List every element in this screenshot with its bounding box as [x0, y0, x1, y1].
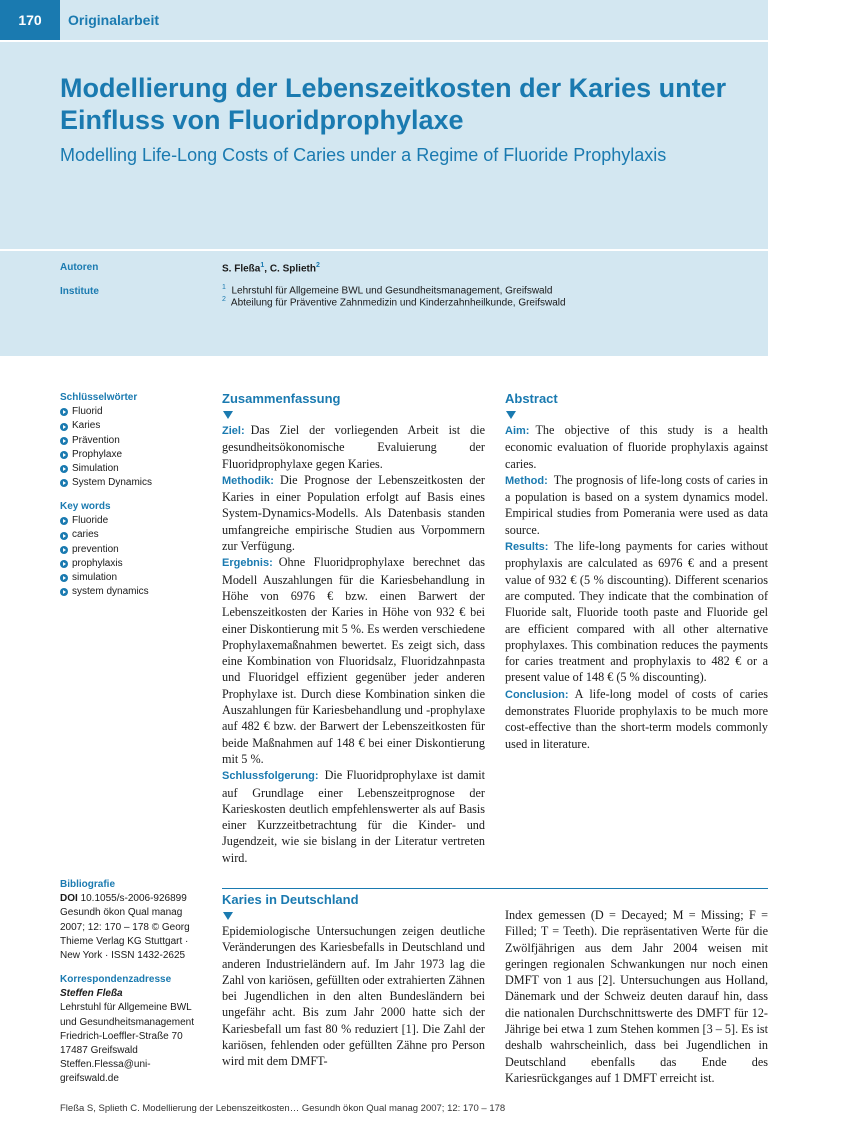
bullet-icon: [60, 451, 68, 459]
karies-column-1: [222, 891, 485, 1070]
institute-1: $^1$ Lehrstuhl für Allgemeine BWL und Gesundheitsmanagement, Greifswald: [222, 284, 553, 297]
author-1-sup: 1: [260, 262, 265, 269]
keyword-item: Simulation: [60, 462, 152, 476]
bullet-icon: [60, 423, 68, 431]
ziel-paragraph: Ziel: Das Ziel der vorliegenden Arbeit ist die gesundheitsökonomische Evaluierung der Fluoridprophylaxe gegen Karies.: [222, 423, 485, 471]
keyword-item: prevention: [60, 543, 149, 557]
author-1: S. Fleßa: [222, 263, 261, 275]
institutes-label: Institute: [60, 286, 99, 297]
abstract: [505, 390, 768, 752]
author-2: C. Splieth: [269, 263, 316, 275]
karies-heading: Karies in Deutschland: [222, 892, 359, 907]
keyword-item: caries: [60, 528, 149, 542]
triangle-marker-icon: [506, 411, 516, 419]
keyword-item: System Dynamics: [60, 476, 152, 490]
keyword-item: Karies: [60, 419, 152, 433]
authors: S. Fleßa$^1$, C. Splieth$^2$: [222, 262, 320, 275]
doi-label: DOI: [60, 893, 78, 905]
karies-column-2: [505, 907, 768, 1086]
korrespondenz: [60, 973, 210, 1087]
address-line: 17487 Greifswald: [60, 1045, 138, 1057]
keyword-item: Prävention: [60, 434, 152, 448]
conclusion-paragraph: Conclusion: A life-long model of costs of caries demonstrates Fluoride prophylaxis to be much more cost-effective than the short-term models commonly used in literature.: [505, 686, 768, 751]
bullet-icon: [60, 574, 68, 582]
keyword-item: Fluoride: [60, 514, 149, 528]
bullet-icon: [60, 479, 68, 487]
korrespondenz-title: Korrespondenzadresse: [60, 974, 172, 985]
ergebnis-paragraph: Ergebnis: Ohne Fluoridprophylaxe berechnet das Modell Auszahlungen für die Kariesbehandlung in Höhe von 6976 € bzw. einen Barwert der Lebenszeitkosten der Karies in Höhe von 932 € bei einer Diskontierung mit 5 %. Es werden verschiedene Prophylaxemaßnahmen bewertet. Es zeigt sich, dass eine Kombination von Fluoridsalz, Fluoridzahnpasta und Fluoridgel effizient gegenüber jeder anderen Prophylaxe ist. Durch diese Kombination sinken die Auszahlungen für Kariesbehandlung und -prophylaxe auf 482 € bzw. der Barwert der Lebenszeitkosten für beide Maßnahmen auf 148 € bei einer Diskontierung mit 5 %.: [222, 555, 485, 766]
bib-line: Thieme Verlag KG Stuttgart ·: [60, 935, 189, 947]
bullet-icon: [60, 437, 68, 445]
keywords-de-title: Schlüsselwörter: [60, 392, 138, 403]
doi-value: 10.1055/s-2006-926899: [80, 893, 187, 905]
karies-paragraph-1: Epidemiologische Untersuchungen zeigen deutliche Veränderungen des Kariesbefalls in Deutschland und anderen Industrieländern auf. Im Jahr 1973 lag die Zahl von kariösen, gefüllten oder extrahierten Zähnen bei Jugendlichen in den alten Bundesländern bei ungefähr acht. Bis zum Jahr 2000 hatte sich der Kariesbefall um fast 80 % reduziert [1]. Die Zahl der kariösen, fehlenden oder gefüllten Zähne pro Person wird mit dem DMFT-: [222, 924, 485, 1069]
page-footer: Fleßa S, Splieth C. Modellierung der Lebenszeitkosten… Gesundh ökon Qual manag 2007; 12: 170 – 178: [60, 1103, 506, 1114]
bullet-icon: [60, 532, 68, 540]
bullet-icon: [60, 546, 68, 554]
keyword-item: simulation: [60, 571, 149, 585]
bib-line: New York · ISSN 1432-2625: [60, 950, 186, 962]
karies-paragraph-2: Index gemessen (D = Decayed; M = Missing; F = Filled; T = Teeth). Die repräsentativen Werte für die Zwölfjährigen aus dem Jahr 2004 weisen mit geringen regionalen Schwankungen nur noch einen DMFT von 1 aus [2]. Untersuchungen aus Holland, Dänemark und der Schweiz deuten darauf hin, dass die nationalen Durchschnittswerte des DMFT für 12-Jährige bei etwa 1 zum Stehen kommen [3 – 5]. Es ist deshalb wahrscheinlich, dass bei Jugendlichen in Deutschland ebenfalls das Ende des Kariesrückganges auf 1 DMFT erreicht ist.: [505, 908, 768, 1085]
keyword-item: system dynamics: [60, 585, 149, 599]
email-line: Steffen.Flessa@uni-: [60, 1059, 151, 1071]
address-line: Friedrich-Loeffler-Straße 70: [60, 1030, 183, 1042]
bib-line: 2007; 12: 170 – 178 © Georg: [60, 921, 190, 933]
authors-label: Autoren: [60, 262, 99, 273]
page-number: 170: [0, 0, 60, 40]
schluss-paragraph: Schlussfolgerung: Die Fluoridprophylaxe ist damit auf Grundlage einer Lebenszeitprognose der Karieskosten deutlich empfehlenswerter als auf Basis einer Kurzzeitbetrachtung für die Kinder- und Jugendzeit, wie sie bislang in der Literatur vertreten wird.: [222, 768, 485, 865]
bib-line: Gesundh ökon Qual manag: [60, 907, 183, 919]
keyword-item: Prophylaxe: [60, 448, 152, 462]
bullet-icon: [60, 588, 68, 596]
email-line: greifswald.de: [60, 1073, 119, 1085]
abstract-heading: Abstract: [505, 391, 558, 406]
bullet-icon: [60, 408, 68, 416]
method-paragraph: Method: The prognosis of life-long costs of caries in a population is based on a system dynamics model. Empirical studies from Pomerania were used as data source.: [505, 472, 768, 537]
section-label: Originalarbeit: [68, 12, 160, 28]
bullet-icon: [60, 517, 68, 525]
institute-2: $^2$ Abteilung für Präventive Zahnmedizin und Kinderzahnheilkunde, Greifswald: [222, 296, 566, 309]
bibliografie-title: Bibliografie: [60, 879, 116, 890]
bullet-icon: [60, 560, 68, 568]
bibliografie: [60, 878, 210, 963]
title-german: Modellierung der Lebenszeitkosten der Karies unter Einfluss von Fluoridprophylaxe: [60, 73, 727, 135]
results-paragraph: Results: The life-long payments for caries without prophylaxis are calculated as 6976 € and a present value of 932 € (5 % discounting). Different scenarios are computed. They indicate that the combination of Fluoride salt, Fluoride tooth paste and Fluoride gel are efficient compared with all other alternative prophylaxes. This combination reduces the payments for caries treatment and prophylaxis to 482 € or a present value of 148 € (5 % discounting).: [505, 539, 768, 685]
keyword-item: prophylaxis: [60, 557, 149, 571]
keywords-en-title: Key words: [60, 501, 111, 512]
keyword-item: Fluorid: [60, 405, 152, 419]
triangle-marker-icon: [223, 411, 233, 419]
zusammenfassung-heading: Zusammenfassung: [222, 391, 341, 406]
title-english: Modelling Life-Long Costs of Caries under a Regime of Fluoride Prophylaxis: [60, 145, 667, 165]
correspondent-name: Steffen Fleßa: [60, 988, 123, 1000]
institute-1-sup: 1: [222, 284, 226, 291]
institute-2-sup: 2: [222, 296, 226, 303]
aim-paragraph: Aim: The objective of this study is a health economic evaluation of fluoride prophylaxis against caries.: [505, 423, 768, 471]
section-divider: [222, 888, 768, 889]
address-line: Lehrstuhl für Allgemeine BWL: [60, 1002, 192, 1014]
address-line: und Gesundheitsmanagement: [60, 1016, 194, 1028]
keywords-de: [60, 391, 152, 490]
author-2-sup: 2: [315, 262, 320, 269]
bullet-icon: [60, 465, 68, 473]
methodik-paragraph: Methodik: Die Prognose der Lebenszeitkosten der Karies in einer Population erfolgt auf Basis eines System-Dynamics-Modells. Als Datenbasis standen umfangreiche empirische Studien aus Vorpommern zur Verfügung.: [222, 472, 485, 554]
triangle-marker-icon: [223, 912, 233, 920]
keywords-en: [60, 500, 149, 599]
zusammenfassung: [222, 390, 485, 866]
